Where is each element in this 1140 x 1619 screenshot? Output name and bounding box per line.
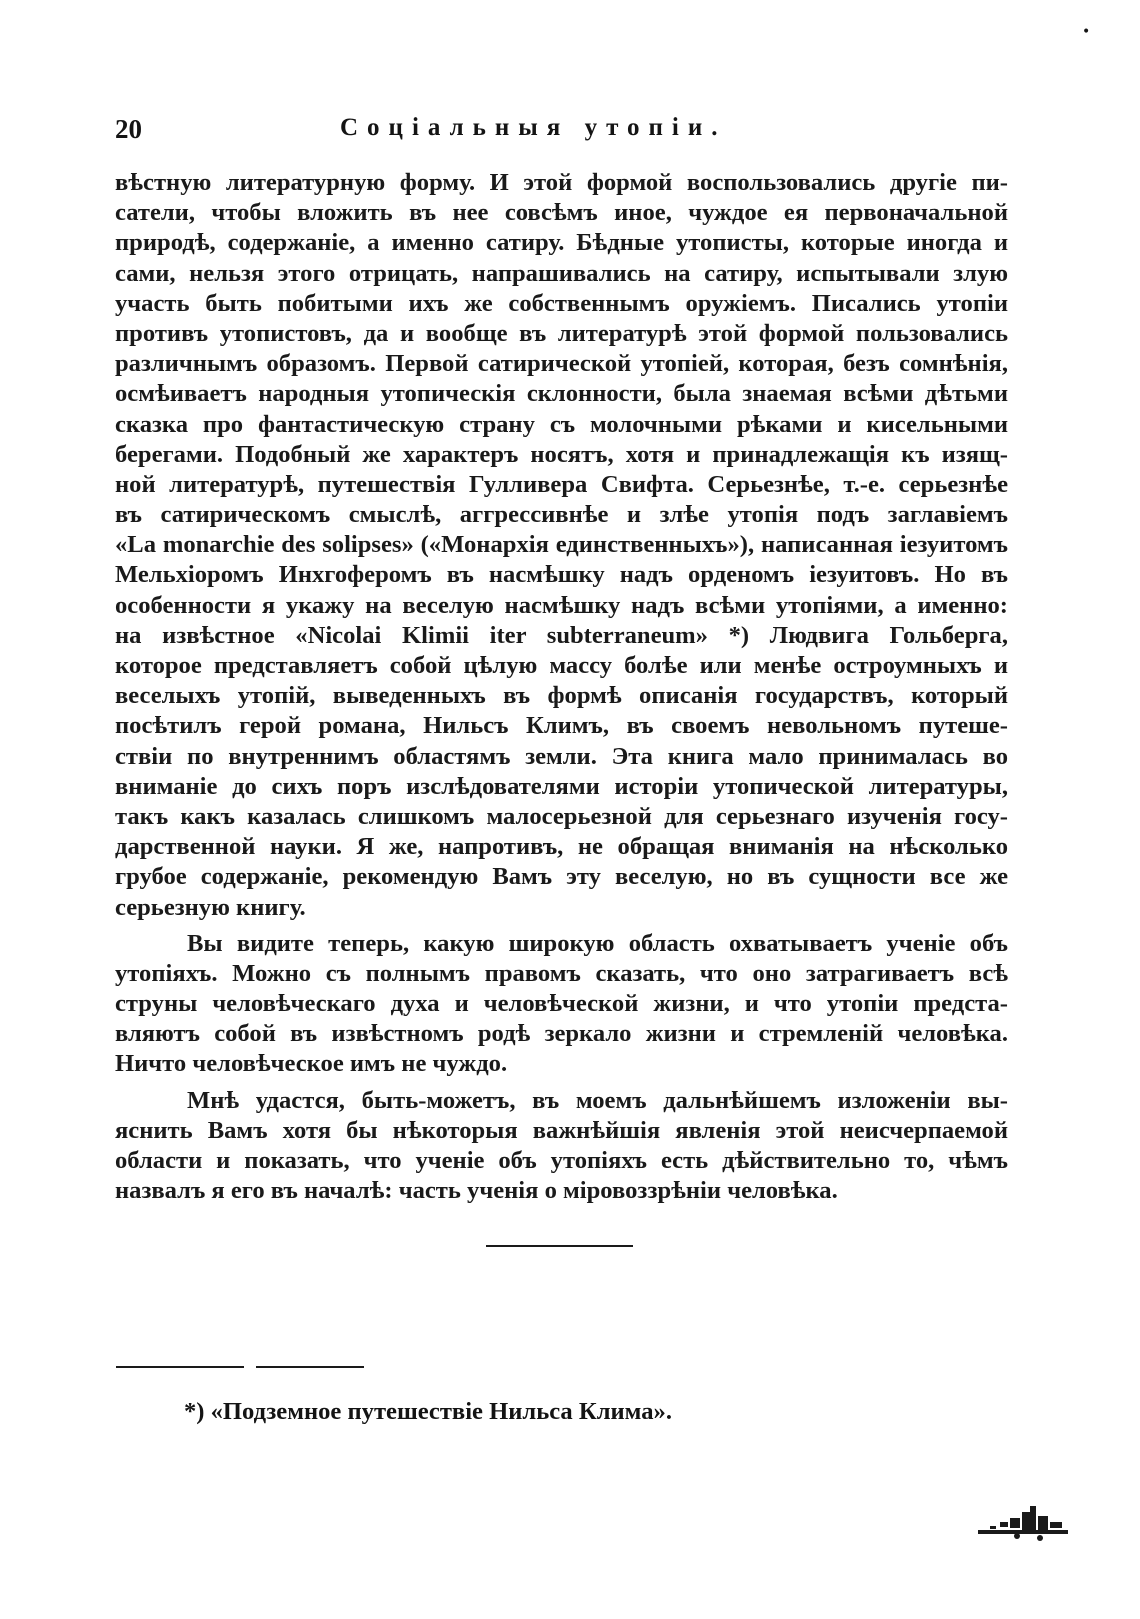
text-line: «La monarchie des solipses» («Монархія единственныхъ»), написанная іезуитомъ xyxy=(115,531,1008,559)
text-line: посѣтилъ герой романа, Нильсъ Климъ, въ своемъ невольномъ путеше- xyxy=(115,712,1008,740)
page-number: 20 xyxy=(115,114,142,144)
text-line: области и показать, что ученіе объ утопіяхъ есть дѣйствительно то, чѣмъ xyxy=(115,1147,1008,1174)
text-line: яснить Вамъ хотя бы нѣкоторыя важнѣйшія явленія этой неисчерпаемой xyxy=(115,1116,1008,1144)
text-line: берегами. Подобный же характеръ носятъ, хотя и принадлежащія къ изящ- xyxy=(115,440,1008,468)
text-line: на извѣстное «Nicolai Klimii iter subterraneum» *) Людвига Гольберга, xyxy=(115,621,1008,649)
text-line: особенности я укажу на веселую насмѣшку надъ всѣми утопіями, а именно: xyxy=(115,591,1008,619)
text-line: осмѣиваетъ народныя утопическія склонности, была знаемая всѣми дѣтьми xyxy=(115,380,1008,408)
text-line: струны человѣческаго духа и человѣческой жизни, и что утопіи предста- xyxy=(115,990,1008,1018)
text-line: вѣстную литературную форму. И этой формой воспользовались другіе пи- xyxy=(115,169,1008,196)
text-line: Мельхіоромъ Инхгоферомъ въ насмѣшку надъ орденомъ іезуитовъ. Но въ xyxy=(115,561,1008,589)
corner-mark-icon: • xyxy=(1082,24,1091,40)
text-line: дарственной науки. Я же, напротивъ, не обращая вниманія на нѣсколько xyxy=(115,833,1008,861)
text-line: которое представляетъ собой цѣлую массу болѣе или менѣе остроумныхъ и xyxy=(115,652,1008,679)
text-line: природѣ, содержаніе, а именно сатиру. Бѣдные утописты, которые иногда и xyxy=(115,229,1008,257)
text-line: утопіяхъ. Можно съ полнымъ правомъ сказать, что оно затрагиваетъ всѣ xyxy=(115,959,1008,987)
text-line: противъ утопистовъ, да и вообще въ литературѣ этой формой пользовались xyxy=(115,319,1008,347)
text-line: сатели, чтобы вложить въ нее совсѣмъ иное, чуждое ея первоначальной xyxy=(115,199,1008,227)
text-line: вниманіе до сихъ поръ изслѣдователями исторіи утопической литературы, xyxy=(115,772,1008,800)
text-line: ствіи по внутреннимъ областямъ земли. Эта книга мало принималась во xyxy=(115,742,1008,770)
text-line: назвалъ я его въ началѣ: часть ученія о міровоззрѣніи человѣка. xyxy=(115,1177,838,1205)
text-line: такъ какъ казалась слишкомъ малосерьезной для серьезнаго изученія госу- xyxy=(115,802,1008,830)
text-line: въ сатирическомъ смыслѣ, аггрессивнѣе и злѣе утопія подъ заглавіемъ xyxy=(115,501,1008,529)
ornament-icon xyxy=(970,1498,1080,1548)
text-line: различнымъ образомъ. Первой сатирической утопіей, которая, безъ сомнѣнія, xyxy=(115,350,1008,378)
text-line: Вы видите теперь, какую широкую область охватываетъ ученіе объ xyxy=(187,929,1008,957)
section-divider xyxy=(486,1245,633,1247)
text-line: грубое содержаніе, рекомендую Вамъ эту веселую, но въ сущности все же xyxy=(115,863,1008,891)
text-line: серьезную книгу. xyxy=(115,893,306,921)
text-line: Мнѣ удастся, быть-можетъ, въ моемъ дальнѣйшемъ изложеніи вы- xyxy=(187,1086,1008,1114)
footnote-rule xyxy=(116,1366,244,1368)
paragraph-1 xyxy=(115,168,1008,923)
text-line: веселыхъ утопій, выведенныхъ въ формѣ описанія государствъ, который xyxy=(115,682,1008,710)
text-line: вляютъ собой въ извѣстномъ родѣ зеркало жизни и стремленій человѣка. xyxy=(115,1020,1008,1048)
paragraph-2 xyxy=(115,929,1008,1080)
running-title: Соціальныя утопіи. xyxy=(340,114,727,141)
text-line: сами, нельзя этого отрицать, напрашивались на сатиру, испытывали злую xyxy=(115,259,1008,287)
paragraph-3 xyxy=(115,1086,1008,1207)
text-line: Ничто человѣческое имъ не чуждо. xyxy=(115,1050,508,1078)
footnote: *) «Подземное путешествіе Нильса Клима». xyxy=(184,1398,672,1425)
text-line: ной литературѣ, путешествія Гулливера Свифта. Серьезнѣе, т.-е. серьезнѣе xyxy=(115,470,1008,498)
text-line: сказка про фантастическую страну съ молочными рѣками и кисельными xyxy=(115,410,1008,438)
footnote-rule xyxy=(256,1366,364,1368)
text-line: участь быть побитыми ихъ же собственнымъ оружіемъ. Писались утопіи xyxy=(115,289,1008,317)
body-text xyxy=(115,168,1008,1206)
